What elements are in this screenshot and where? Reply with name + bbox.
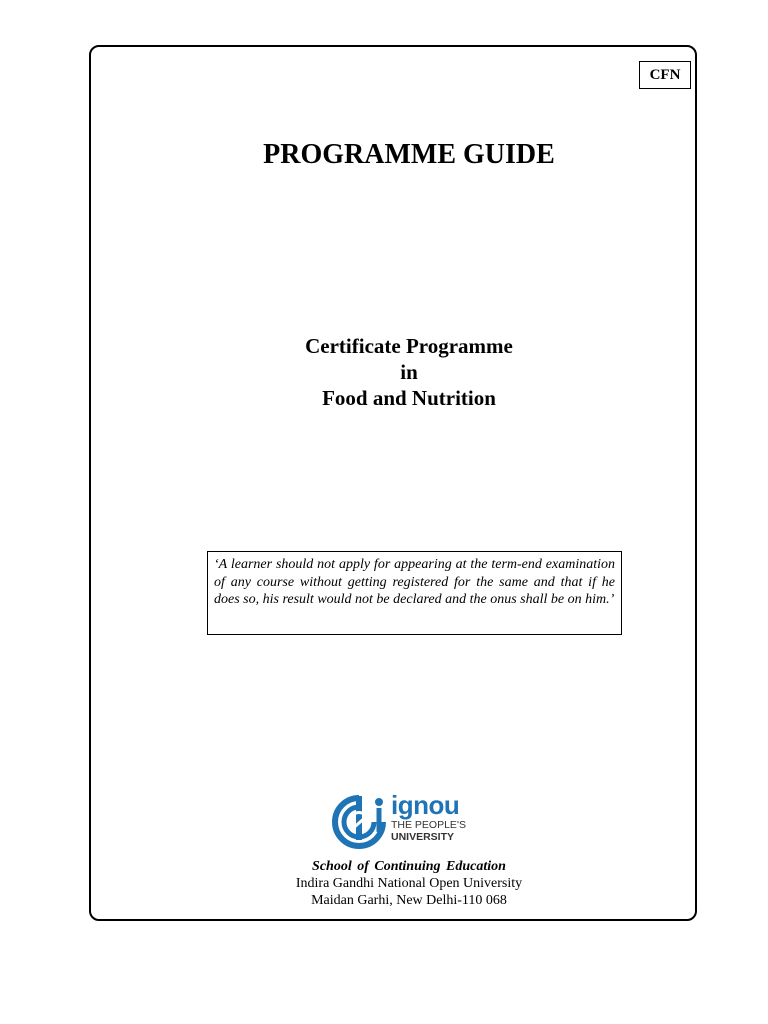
page-title: PROGRAMME GUIDE xyxy=(263,139,555,170)
logo-tagline-2: UNIVERSITY xyxy=(391,831,455,843)
registration-notice: ‘A learner should not apply for appearing at the term-end examination of any course without getting registered for the same and that if he does so, his result would not be declared and the onus shall be on him.’ xyxy=(207,551,622,635)
school-name: School of Continuing Education xyxy=(312,859,506,874)
logo-wordmark xyxy=(391,792,466,843)
university-name: Indira Gandhi National Open University xyxy=(295,876,523,891)
university-address: Maidan Garhi, New Delhi-110 068 xyxy=(311,893,507,908)
logo-name: ignou xyxy=(391,790,460,820)
publisher-footer xyxy=(0,858,768,909)
ignou-emblem-icon xyxy=(329,792,389,852)
programme-line-3: Food and Nutrition xyxy=(322,386,496,410)
programme-line-1: Certificate Programme xyxy=(305,334,513,358)
university-logo xyxy=(329,792,479,852)
logo-tagline-1: THE PEOPLE'S xyxy=(391,819,466,831)
programme-name xyxy=(0,333,768,411)
programme-line-2: in xyxy=(400,360,418,384)
programme-code-badge: CFN xyxy=(639,61,691,89)
